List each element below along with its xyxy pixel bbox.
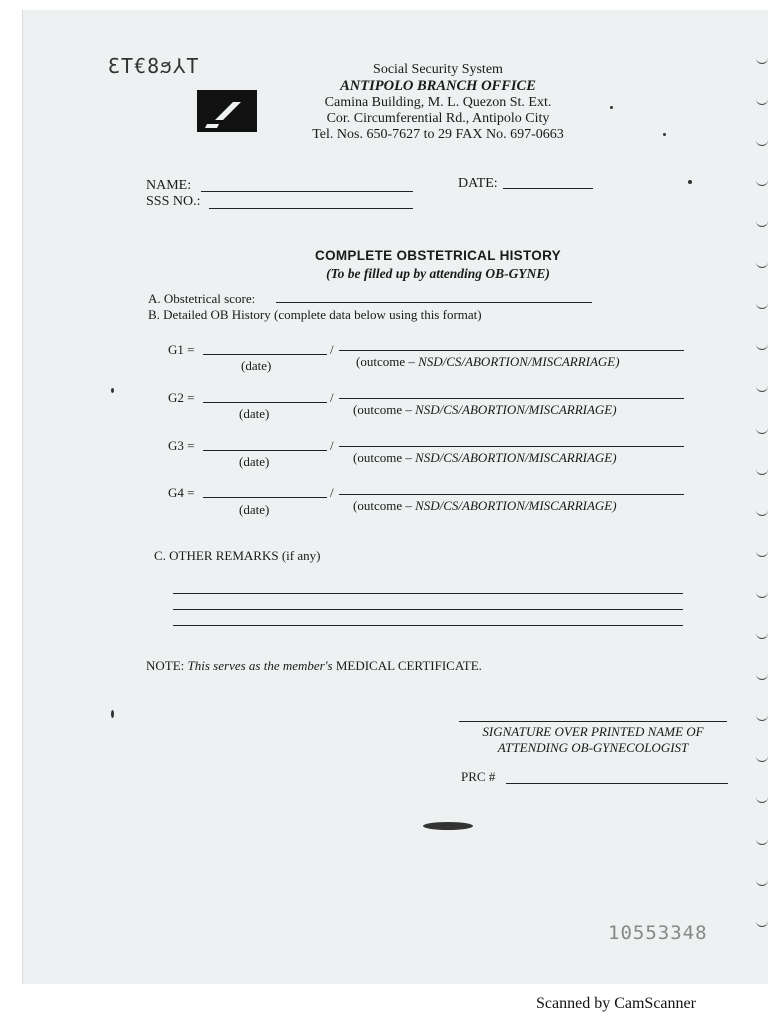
signature-line[interactable] [459,721,727,722]
edge-mark [756,510,768,516]
g4-outcome-field[interactable] [339,494,684,495]
g2-outcome-field[interactable] [339,398,684,399]
edge-mark [756,880,768,886]
remarks-line-1[interactable] [173,593,683,594]
g3-label: G3 = [168,438,195,453]
speck [610,106,613,109]
obstetrical-score-field[interactable] [276,302,592,303]
edge-mark [756,180,768,186]
g3-outcome-caption: (outcome – NSD/CS/ABORTION/MISCARRIAGE) [353,450,617,465]
edge-mark [756,221,768,227]
other-remarks-label: C. OTHER REMARKS (if any) [154,548,321,563]
g1-outcome-caption: (outcome – NSD/CS/ABORTION/MISCARRIAGE) [356,354,620,369]
remarks-line-2[interactable] [173,609,683,610]
edge-mark [756,839,768,845]
edge-mark [756,344,768,350]
scanner-watermark: Scanned by CamScanner [536,995,696,1012]
serial-number-bottom: 10553348 [608,922,708,944]
g3-separator: / [330,438,334,453]
g2-outcome-caption: (outcome – NSD/CS/ABORTION/MISCARRIAGE) [353,402,617,417]
edge-mark [756,303,768,309]
edge-mark [756,140,768,146]
g4-outcome-caption: (outcome – NSD/CS/ABORTION/MISCARRIAGE) [353,498,617,513]
g3-date-field[interactable] [203,450,327,451]
edge-mark [756,921,768,927]
edge-mark [756,715,768,721]
medical-certificate-note: NOTE: This serves as the member's MEDICAL CERTIFICATE. [146,658,482,673]
header-address-2: Cor. Circumferential Rd., Antipolo City [326,111,550,126]
g3-date-caption: (date) [239,454,270,469]
g1-label: G1 = [168,342,195,357]
speck [663,133,666,136]
form-title: COMPLETE OBSTETRICAL HISTORY [315,248,561,263]
name-field[interactable] [201,191,413,192]
ink-smudge [423,822,473,830]
date-label: DATE: [458,176,498,191]
edge-mark [756,756,768,762]
sss-label: SSS NO.: [146,194,201,209]
edge-mark [756,592,768,598]
remarks-line-3[interactable] [173,625,683,626]
edge-mark [756,551,768,557]
form-paper [22,10,768,984]
edge-mark [756,674,768,680]
form-subtitle: (To be filled up by attending OB-GYNE) [326,266,550,281]
header-branch: ANTIPOLO BRANCH OFFICE [340,78,536,94]
g1-outcome-field[interactable] [339,350,684,351]
g2-label: G2 = [168,390,195,405]
g3-outcome-field[interactable] [339,446,684,447]
ob-history-label: B. Detailed OB History (complete data below using this format) [148,307,482,322]
prc-label: PRC # [461,769,496,784]
g4-separator: / [330,485,334,500]
edge-mark [756,633,768,639]
speck [111,388,114,393]
date-field[interactable] [503,188,593,189]
serial-number-top: ƐT€8ϧ⅄T [108,54,200,78]
signature-caption-2: ATTENDING OB-GYNECOLOGIST [497,740,689,755]
g4-date-caption: (date) [239,502,270,517]
signature-caption-1: SIGNATURE OVER PRINTED NAME OF [482,724,704,739]
header-contact: Tel. Nos. 650-7627 to 29 FAX No. 697-0663 [312,127,564,142]
header-org: Social Security System [373,62,503,77]
sss-logo [197,90,257,132]
sss-field[interactable] [209,208,413,209]
edge-mark [756,262,768,268]
obstetrical-score-label: A. Obstetrical score: [148,291,256,306]
g2-date-field[interactable] [203,402,327,403]
g4-date-field[interactable] [203,497,327,498]
g2-separator: / [330,390,334,405]
speck [688,180,692,184]
prc-field[interactable] [506,783,728,784]
g1-separator: / [330,342,334,357]
edge-mark [756,58,768,64]
g2-date-caption: (date) [239,406,270,421]
edge-mark [756,99,768,105]
speck [111,710,114,718]
edge-mark [756,386,768,392]
g4-label: G4 = [168,485,195,500]
edge-mark [756,797,768,803]
header-address-1: Camina Building, M. L. Quezon St. Ext. [324,95,552,110]
name-label: NAME: [146,178,192,193]
g1-date-caption: (date) [241,358,272,373]
g1-date-field[interactable] [203,354,327,355]
edge-mark [756,469,768,475]
edge-mark [756,428,768,434]
